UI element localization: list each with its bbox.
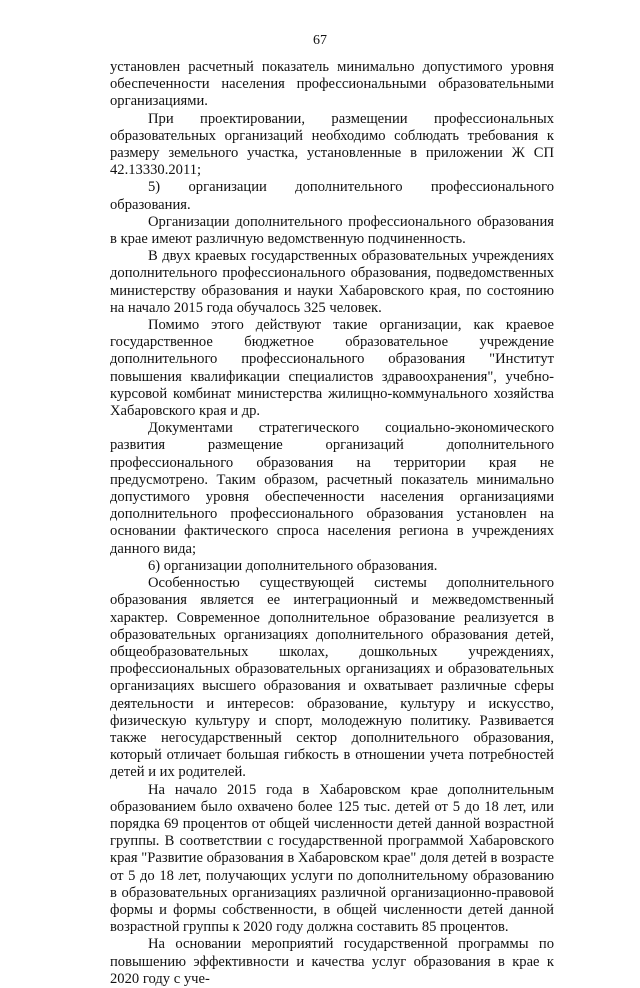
paragraph-coverage-2015: На начало 2015 года в Хабаровском крае дополнительным образованием было охвачено более 125 тыс. детей от 5 до 18 лет, или порядка 69 процентов от общей численности детей данной возрастной группы. В соответствии с государственной программой Хабаровского края "Развитие образования в Хабаровском крае" доля детей в возрасте от 5 до 18 лет, получающих услуги по дополнительному образованию в образовательных организациях различной организационно-правовой формы и формы собственности, в общей численности детей данной возрастной группы к 2020 году должна составить 85 процентов. xyxy=(110,781,554,936)
paragraph-continuation: установлен расчетный показатель минимально допустимого уровня обеспеченности населения профессиональными образовательными организациями. xyxy=(110,59,554,110)
paragraph-other-organizations: Помимо этого действуют такие организации, как краевое государственное бюджетное образовательное учреждение дополнительного профессионального образования "Институт повышения квалификации специалистов здравоохранения", учебно-курсовой комбинат министерства жилищно-коммунального хозяйства Хабаровского края и др. xyxy=(110,317,554,420)
paragraph-strategic-documents: Документами стратегического социально-экономического развития размещение организаций дополнительного профессионального образования на территории края не предусмотрено. Таким образом, расчетный показатель минимально допустимого уровня обеспеченности населения организациями дополнительного профессионального образования установлен на основании фактического спроса населения региона в учреждениях данного вида; xyxy=(110,420,554,557)
page-number: 67 xyxy=(313,33,327,48)
paragraph-list-item-6: 6) организации дополнительного образования. xyxy=(148,557,438,574)
paragraph-list-item-5: 5) организации дополнительного профессионального образования. xyxy=(110,179,554,213)
paragraph-program-measures: На основании мероприятий государственной программы по повышению эффективности и качества услуг образования в крае к 2020 году с уче- xyxy=(110,936,554,987)
paragraph-subordination: Организации дополнительного профессионального образования в крае имеют различную ведомственную подчиненность. xyxy=(110,213,554,248)
document-body xyxy=(110,59,554,988)
paragraph-state-institutions: В двух краевых государственных образовательных учреждениях дополнительного профессионального образования, подведомственных министерству образования и науки Хабаровского края, по состоянию на начало 2015 года обучалось 325 человек. xyxy=(110,248,554,316)
paragraph-system-features: Особенностью существующей системы дополнительного образования является ее интеграционный и межведомственный характер. Современное дополнительное образование реализуется в образовательных организациях дополнительного образования детей, общеобразовательных школах, дошкольных учреждениях, профессиональных образовательных организациях и образовательных организациях высшего образования и охватывает различные сферы деятельности и интересов: образование, культуру и искусство, физическую культуру и спорт, молодежную политику. Развивается также негосударственный сектор дополнительного образования, который отличает большая гибкость в отношении учета потребностей детей и их родителей. xyxy=(110,575,554,781)
paragraph-land-requirements: При проектировании, размещении профессиональных образовательных организаций необходимо соблюдать требования к размеру земельного участка, установленные в приложении Ж СП 42.13330.2011; xyxy=(110,110,554,179)
